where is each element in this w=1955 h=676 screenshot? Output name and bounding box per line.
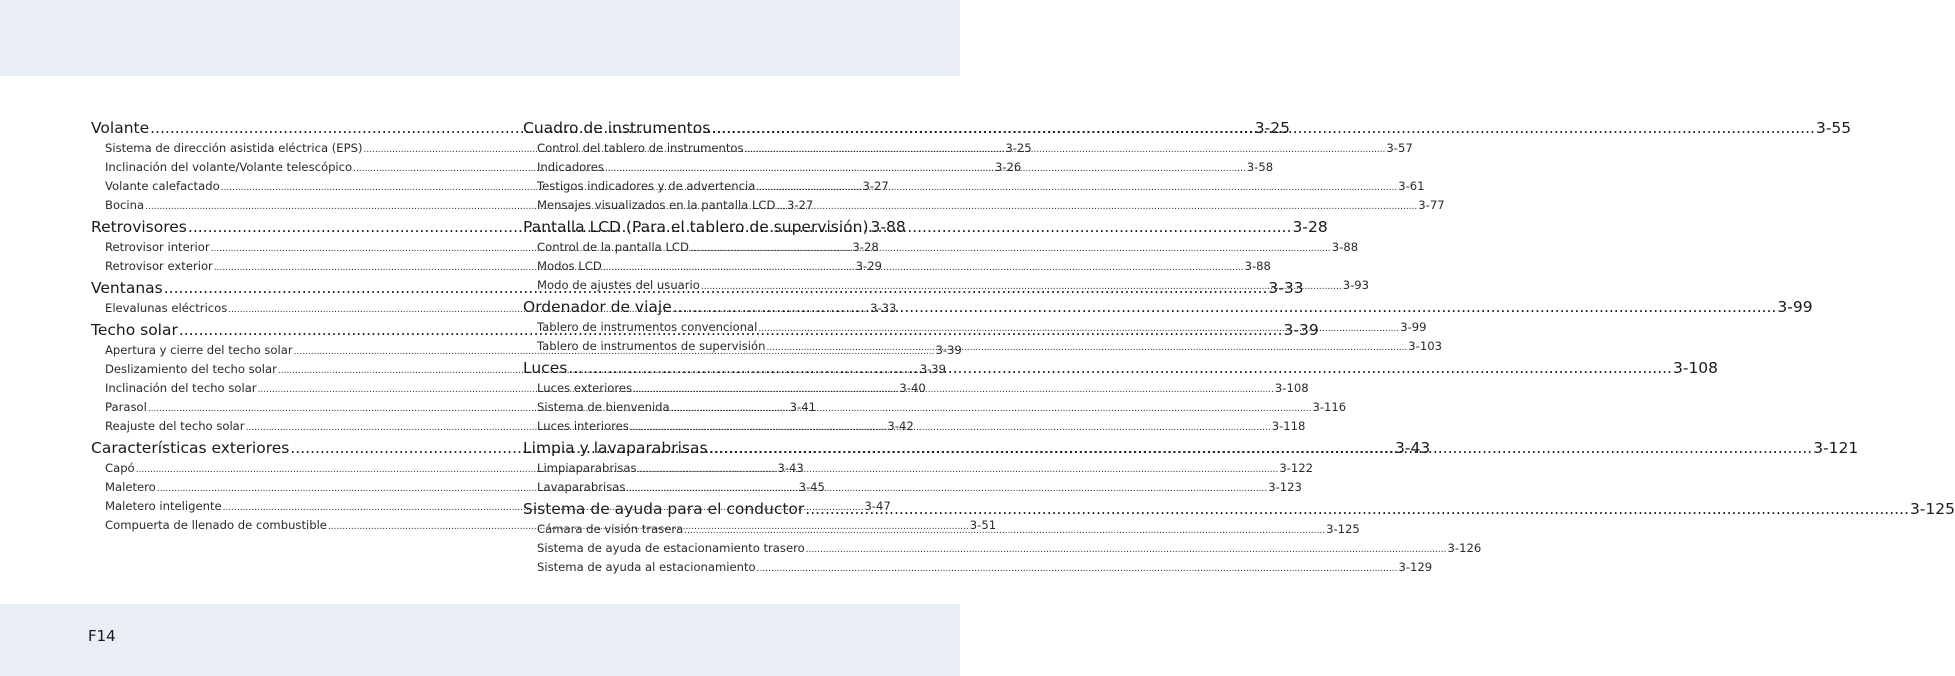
- toc-entry-title: Reajuste del techo solar: [105, 419, 245, 433]
- toc-entry-page: 3-58: [1246, 160, 1274, 174]
- toc-entry-title: Mensajes visualizados en la pantalla LCD: [537, 198, 776, 212]
- dot-leader: [605, 158, 1246, 179]
- toc-entry-page: 3-88: [870, 218, 906, 236]
- toc-entry-page: 3-103: [1408, 339, 1442, 353]
- toc-entry-page: 3-122: [1279, 461, 1314, 475]
- toc-entry-title: Tablero de instrumentos convencional: [537, 320, 758, 334]
- dot-leader: [568, 358, 1672, 379]
- toc-entry-page: 3-39: [935, 343, 962, 357]
- toc-entry-title: Volante calefactado: [105, 179, 220, 193]
- toc-entry-page: 3-129: [1398, 560, 1433, 574]
- toc-entry-page: 3-99: [1777, 298, 1813, 316]
- toc-section-link[interactable]: [523, 297, 1813, 318]
- toc-entry-title: Deslizamiento del techo solar: [105, 362, 277, 376]
- toc-subsection-link[interactable]: [523, 539, 1482, 558]
- toc-entry-title: Control del tablero de instrumentos: [537, 141, 744, 155]
- toc-entry-page: 3-118: [1271, 419, 1306, 433]
- header-band: [0, 0, 960, 76]
- toc-entry-title: Apertura y cierre del techo solar: [105, 343, 293, 357]
- footer-band: [0, 604, 960, 676]
- toc-entry-title: Lavaparabrisas: [537, 480, 626, 494]
- toc-entry-title: Inclinación del volante/Volante telescópico: [105, 160, 353, 174]
- toc-entry-page: 3-108: [1672, 359, 1719, 377]
- toc-entry-title: Control de la pantalla LCD: [537, 240, 689, 254]
- toc-entry-title: Compuerta de llenado de combustible: [105, 518, 327, 532]
- toc-entry-title: Volante: [91, 119, 150, 137]
- toc-entry-title: Cámara de visión trasera: [537, 522, 684, 536]
- dot-leader: [633, 379, 1274, 400]
- toc-entry-page: 3-33: [870, 301, 897, 315]
- toc-entry-title: Indicadores: [537, 160, 604, 174]
- toc-entry-title: Limpia y lavaparabrisas: [523, 439, 708, 457]
- toc-entry-title: Características exteriores: [91, 439, 290, 457]
- dot-leader: [701, 276, 1342, 297]
- toc-subsection-link[interactable]: [523, 459, 1314, 478]
- toc-entry-title: Sistema de ayuda para el conductor: [523, 500, 805, 518]
- toc-entry-title: Sistema de ayuda de estacionamiento trasero: [537, 541, 805, 555]
- toc-entry-page: 3-43: [1395, 439, 1431, 457]
- toc-entry-title: Maletero inteligente: [105, 499, 222, 513]
- toc-entry-page: 3-125: [1909, 500, 1955, 518]
- toc-entry-page: 3-26: [994, 160, 1022, 174]
- toc-entry-page: 3-39: [1283, 321, 1319, 339]
- dot-leader: [766, 337, 1407, 358]
- toc-entry-title: Capó: [105, 461, 135, 475]
- dot-leader: [806, 539, 1447, 560]
- toc-entry-page: 3-41: [789, 400, 816, 414]
- toc-entry-page: 3-28: [1292, 218, 1328, 236]
- toc-entry-title: Retrovisores: [91, 218, 187, 236]
- toc-entry-title: Retrovisor interior: [105, 240, 210, 254]
- toc-entry-title: Modo de ajustes del usuario: [537, 278, 700, 292]
- toc-entry-title: Luces interiores: [537, 419, 629, 433]
- dot-leader: [756, 177, 1397, 198]
- toc-entry-page: 3-108: [1274, 381, 1309, 395]
- toc-subsection-link[interactable]: [523, 558, 1433, 577]
- dot-leader: [709, 438, 1813, 459]
- dot-leader: [638, 459, 1279, 480]
- toc-entry-title: Sistema de bienvenida: [537, 400, 670, 414]
- toc-entry-page: 3-123: [1268, 480, 1302, 494]
- toc-entry-page: 3-88: [1331, 240, 1359, 254]
- toc-entry-page: 3-27: [862, 179, 889, 193]
- toc-entry-title: Pantalla LCD (Para el tablero de supervisión): [523, 218, 869, 236]
- toc-subsection-link[interactable]: [523, 238, 1359, 257]
- dot-leader: [757, 558, 1398, 579]
- toc-entry-title: Maletero: [105, 480, 156, 494]
- dot-leader: [684, 520, 1325, 541]
- toc-entry-page: 3-39: [919, 362, 946, 376]
- toc-entry-title: Luces: [523, 359, 568, 377]
- dot-leader: [758, 318, 1399, 339]
- toc-entry-title: Tablero de instrumentos de supervisión: [537, 339, 766, 353]
- toc-subsection-link[interactable]: [523, 478, 1302, 497]
- toc-entry-page: 3-126: [1447, 541, 1482, 555]
- dot-leader: [711, 118, 1815, 139]
- toc-entry-title: Testigos indicadores y de advertencia: [537, 179, 756, 193]
- toc-entry-title: Retrovisor exterior: [105, 259, 213, 273]
- page-number: F14: [88, 627, 116, 645]
- toc-entry-page: 3-25: [1005, 141, 1032, 155]
- toc-entry-page: 3-25: [1254, 119, 1290, 137]
- toc-entry-title: Sistema de ayuda al estacionamiento: [537, 560, 756, 574]
- dot-leader: [671, 398, 1312, 419]
- toc-entry-page: 3-28: [852, 240, 879, 254]
- toc-entry-page: 3-125: [1326, 522, 1360, 536]
- toc-entry-page: 3-27: [786, 198, 814, 212]
- toc-subsection-link[interactable]: [523, 398, 1347, 417]
- toc-entry-title: Modos LCD: [537, 259, 602, 273]
- toc-entry-page: 3-121: [1813, 439, 1859, 457]
- toc-entry-page: 3-61: [1398, 179, 1425, 193]
- toc-entry-title: Ordenador de viaje: [523, 298, 672, 316]
- toc-entry-page: 3-99: [1400, 320, 1427, 334]
- toc-entry-page: 3-42: [887, 419, 914, 433]
- dot-leader: [673, 297, 1777, 318]
- toc-entry-title: Luces exteriores: [537, 381, 633, 395]
- toc-entry-page: 3-77: [1418, 198, 1445, 212]
- dot-leader: [603, 257, 1244, 278]
- toc-entry-page: 3-57: [1386, 141, 1413, 155]
- toc-entry-title: Inclinación del techo solar: [105, 381, 257, 395]
- toc-entry-page: 3-116: [1312, 400, 1347, 414]
- toc-subsection-link[interactable]: [523, 196, 1445, 215]
- toc-subsection-link[interactable]: [523, 257, 1271, 276]
- toc-entry-title: Ventanas: [91, 279, 163, 297]
- toc-section-link[interactable]: [523, 217, 906, 238]
- dot-leader: [630, 417, 1271, 438]
- toc-entry-title: Limpiaparabrisas: [537, 461, 637, 475]
- toc-entry-title: Parasol: [105, 400, 147, 414]
- dot-leader: [745, 139, 1386, 160]
- toc-entry-page: 3-47: [864, 499, 891, 513]
- toc-entry-title: Techo solar: [91, 321, 178, 339]
- toc-entry-page: 3-93: [1342, 278, 1369, 292]
- dot-leader: [776, 196, 1417, 217]
- toc-entry-title: Sistema de dirección asistida eléctrica (EPS): [105, 141, 363, 155]
- toc-entry-page: 3-29: [855, 259, 882, 273]
- toc-entry-title: Bocina: [105, 198, 145, 212]
- toc-section-link[interactable]: [523, 499, 1955, 520]
- toc-entry-title: Cuadro de instrumentos: [523, 119, 711, 137]
- toc-subsection-link[interactable]: [523, 177, 1425, 196]
- toc-entry-page: 3-40: [899, 381, 926, 395]
- dot-leader: [626, 478, 1267, 499]
- dot-leader: [805, 499, 1909, 520]
- dot-leader: [690, 238, 1331, 259]
- toc-entry-page: 3-45: [798, 480, 825, 494]
- toc-entry-page: 3-55: [1815, 119, 1852, 137]
- toc-entry-page: 3-51: [969, 518, 997, 532]
- toc-entry-page: 3-43: [777, 461, 804, 475]
- toc-entry-page: 3-88: [1244, 259, 1271, 273]
- toc-entry-title: Elevalunas eléctricos: [105, 301, 228, 315]
- toc-entry-page: 3-33: [1268, 279, 1304, 297]
